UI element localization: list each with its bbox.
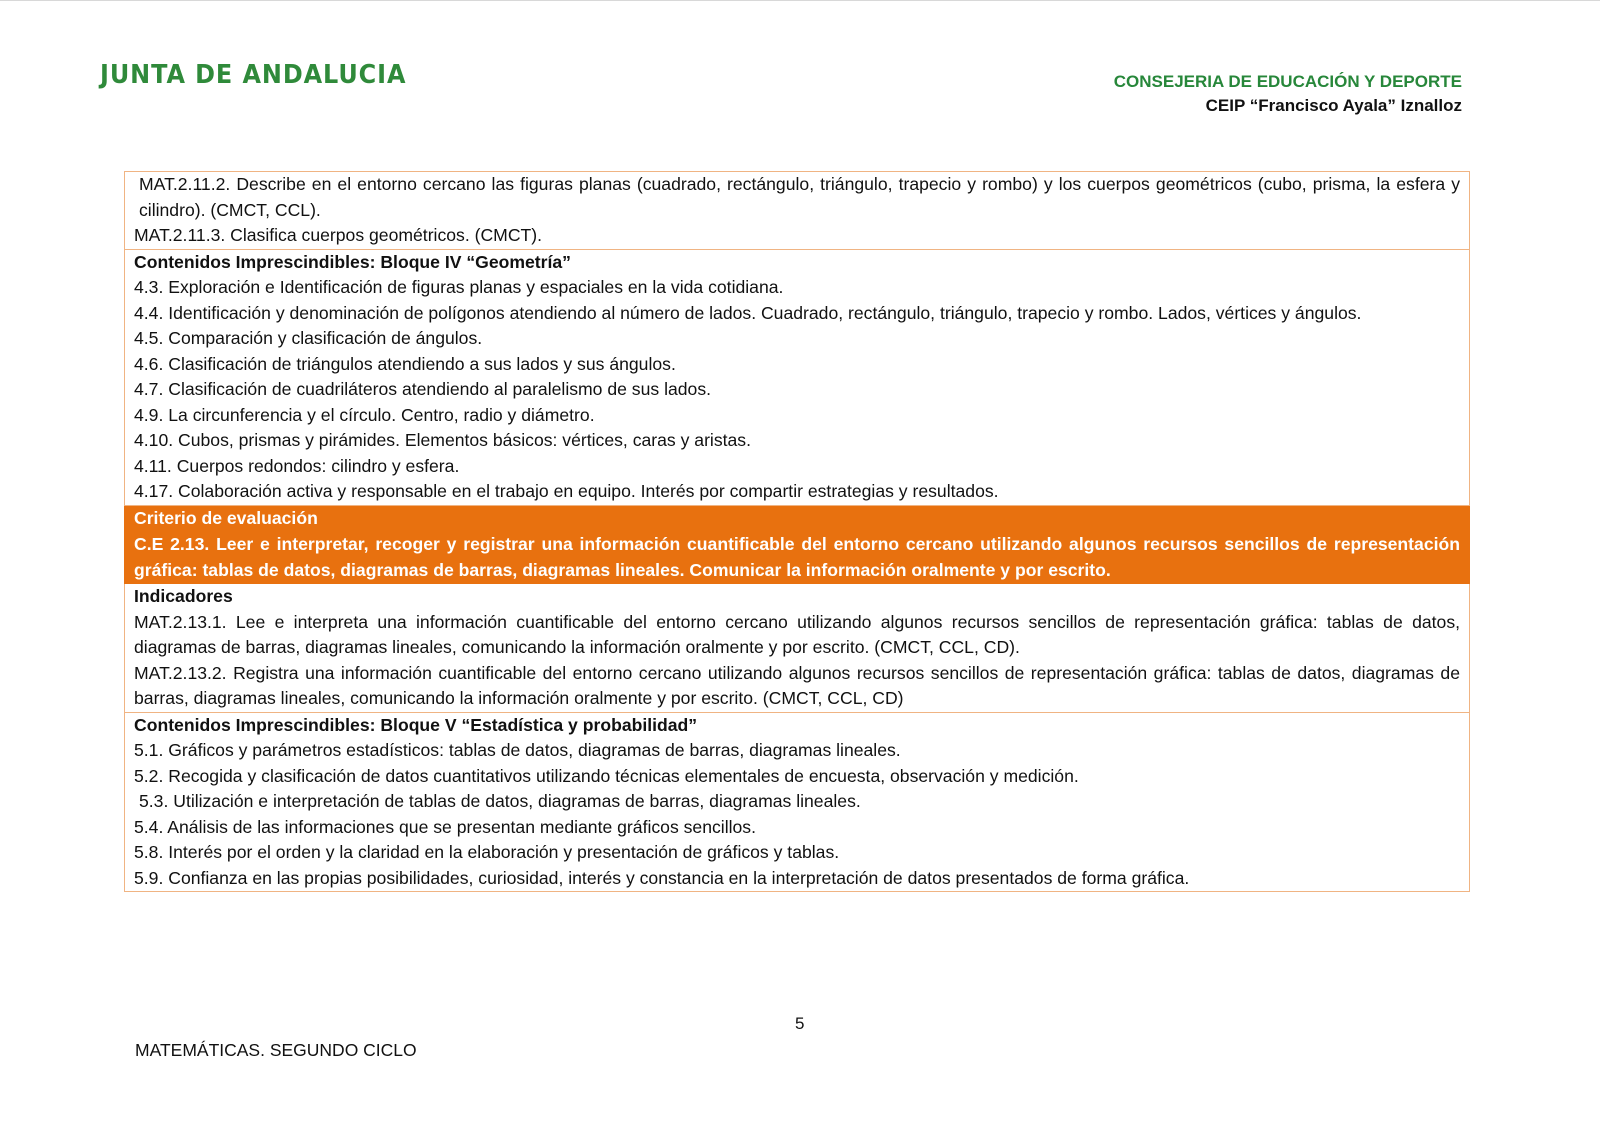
criterio-label: Criterio de evaluación bbox=[125, 505, 1470, 532]
junta-andalucia-logo: JUNTA DE ANDALUCIA bbox=[100, 60, 407, 90]
content-item: 5.3. Utilización e interpretación de tablas de datos, diagramas de barras, diagramas lineales. bbox=[139, 791, 861, 811]
page-number: 5 bbox=[795, 1014, 805, 1033]
content-item: 5.8. Interés por el orden y la claridad en la elaboración y presentación de gráficos y tablas. bbox=[134, 842, 840, 862]
top-rule bbox=[0, 0, 1600, 1]
content-item: 4.11. Cuerpos redondos: cilindro y esfera. bbox=[134, 455, 460, 476]
bloque-iv-row bbox=[125, 249, 1470, 505]
indicator-item: MAT.2.11.3. Clasifica cuerpos geométricos. (CMCT). bbox=[134, 225, 543, 245]
indicator-item: MAT.2.13.2. Registra una información cuantificable del entorno cercano utilizando algunos recursos sencillos de representación gráfica: tablas de datos, diagramas de barras, diagramas lineales, comunicando la información oralmente y por escrito. (CMCT, CCL, CD) bbox=[134, 662, 1460, 708]
indicator-item: MAT.2.11.2. Describe en el entorno cercano las figuras planas (cuadrado, rectángulo, triángulo, trapecio y rombo) y los cuerpos geométricos (cubo, prisma, la esfera y cilindro). (CMCT, CCL). bbox=[139, 174, 1460, 220]
curriculum-table bbox=[124, 171, 1470, 892]
content-item: 4.6. Clasificación de triángulos atendiendo a sus lados y sus ángulos. bbox=[134, 353, 676, 374]
bloque-v-title: Contenidos Imprescindibles: Bloque V “Estadística y probabilidad” bbox=[134, 714, 698, 735]
content-item: 4.7. Clasificación de cuadriláteros atendiendo al paralelismo de sus lados. bbox=[134, 379, 712, 399]
criterio-text-row bbox=[125, 532, 1470, 584]
content-item: 4.9. La circunferencia y el círculo. Centro, radio y diámetro. bbox=[134, 404, 595, 425]
content-item: 4.17. Colaboración activa y responsable en el trabajo en equipo. Interés por compartir estrategias y resultados. bbox=[134, 481, 999, 501]
content-item: 5.4. Análisis de las informaciones que se presentan mediante gráficos sencillos. bbox=[134, 816, 756, 837]
content-item: 5.9. Confianza en las propias posibilidades, curiosidad, interés y constancia en la interpretación de datos presentados de forma gráfica. bbox=[134, 867, 1190, 888]
content-item: 5.2. Recogida y clasificación de datos cuantitativos utilizando técnicas elementales de encuesta, observación y medición. bbox=[134, 765, 1079, 786]
indicadores-row bbox=[125, 584, 1470, 713]
indicadores-prev-row bbox=[125, 172, 1470, 250]
criterio-label-row bbox=[125, 505, 1470, 532]
content-item: 5.1. Gráficos y parámetros estadísticos: tablas de datos, diagramas de barras, diagramas lineales. bbox=[134, 740, 901, 760]
content-item: 4.5. Comparación y clasificación de ángulos. bbox=[134, 328, 483, 348]
indicadores-title: Indicadores bbox=[134, 586, 233, 606]
school-name: CEIP “Francisco Ayala” Iznalloz bbox=[1205, 96, 1462, 115]
footer-text: MATEMÁTICAS. SEGUNDO CICLO bbox=[135, 1040, 417, 1060]
bloque-iv-title: Contenidos Imprescindibles: Bloque IV “Geometría” bbox=[134, 251, 571, 272]
content-item: 4.4. Identificación y denominación de polígonos atendiendo al número de lados. Cuadrado, rectángulo, triángulo, trapecio y rombo. Lados, vértices y ángulos. bbox=[134, 302, 1362, 323]
content-item: 4.3. Exploración e Identificación de figuras planas y espaciales en la vida cotidiana. bbox=[134, 277, 784, 297]
header-right bbox=[1114, 70, 1462, 118]
content-item: 4.10. Cubos, prismas y pirámides. Elementos básicos: vértices, caras y aristas. bbox=[134, 430, 751, 450]
consejeria-title: CONSEJERIA DE EDUCACIÓN Y DEPORTE bbox=[1113, 72, 1462, 91]
criterio-text: C.E 2.13. Leer e interpretar, recoger y registrar una información cuantificable del entorno cercano utilizando algunos recursos sencillos de representación gráfica: tablas de datos, diagramas de barras, diagramas lineales. Comunicar la información oralmente y por escrito. bbox=[125, 532, 1470, 584]
bloque-v-row bbox=[125, 712, 1470, 892]
indicator-item: MAT.2.13.1. Lee e interpreta una información cuantificable del entorno cercano utilizando algunos recursos sencillos de representación gráfica: tablas de datos, diagramas de barras, diagramas lineales, comunicando la información oralmente y por escrito. (CMCT, CCL, CD). bbox=[134, 611, 1460, 657]
